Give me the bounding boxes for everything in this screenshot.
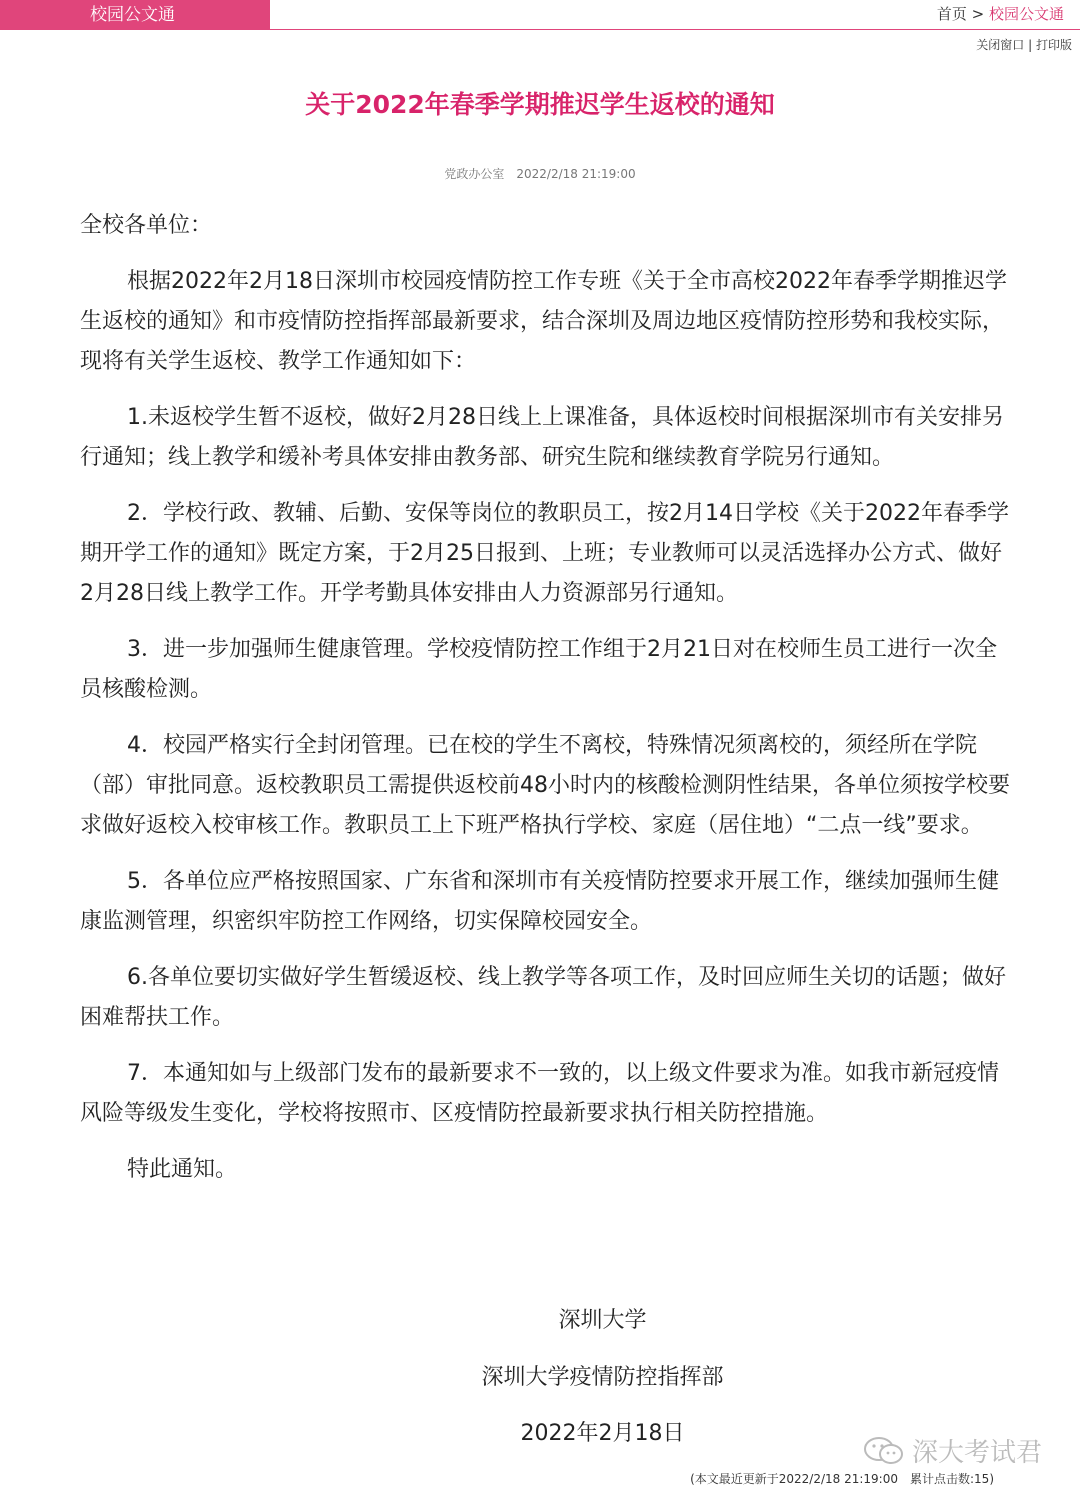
paragraph-item-6: 6.各单位要切实做好学生暂缓返校、线上教学等各项工作，及时回应师生关切的话题；做好困难帮扶工作。 bbox=[80, 965, 1006, 1030]
top-divider bbox=[270, 29, 1080, 30]
paragraph-item-5: 5．各单位应严格按照国家、广东省和深圳市有关疫情防控要求开展工作，继续加强师生健康监测管理，织密织牢防控工作网络，切实保障校园安全。 bbox=[80, 869, 1000, 934]
paragraph-intro: 根据2022年2月18日深圳市校园疫情防控工作专班《关于全市高校2022年春季学期推迟学生返校的通知》和市疫情防控指挥部最新要求，结合深圳及周边地区疫情防控形势和我校实际，现将有关学生返校、教学工作通知如下： bbox=[80, 269, 1007, 374]
footer-updated: (本文最近更新于2022/2/18 21:19:00 bbox=[690, 1472, 898, 1486]
notice-department: 党政办公室 bbox=[444, 167, 505, 181]
site-brand: 校园公文通 bbox=[0, 0, 270, 30]
page-tools bbox=[976, 36, 1072, 53]
signature-dept: 深圳大学疫情防控指挥部 bbox=[481, 1365, 724, 1390]
paragraph-item-4: 4．校园严格实行全封闭管理。已在校的学生不离校，特殊情况须离校的，须经所在学院（部）审批同意。返校教职员工需提供返校前48小时内的核酸检测阴性结果，各单位须按学校要求做好返校入校审核工作。教职员工上下班严格执行学校、家庭（居住地）“二点一线”要求。 bbox=[80, 733, 1010, 838]
notice-meta bbox=[0, 165, 1080, 182]
notice-published-time: 2022/2/18 21:19:00 bbox=[516, 167, 636, 181]
footer-info bbox=[690, 1470, 994, 1487]
signature-date: 2022年2月18日 bbox=[520, 1421, 685, 1446]
close-window-link[interactable]: 关闭窗口 bbox=[976, 38, 1025, 52]
breadcrumb bbox=[937, 3, 1064, 24]
wechat-watermark bbox=[862, 1432, 1042, 1469]
top-bar bbox=[0, 0, 1080, 30]
breadcrumb-current-link[interactable]: 校园公文通 bbox=[988, 5, 1064, 23]
paragraph-item-7: 7．本通知如与上级部门发布的最新要求不一致的，以上级文件要求为准。如我市新冠疫情风险等级发生变化，学校将按照市、区疫情防控最新要求执行相关防控措施。 bbox=[80, 1061, 1000, 1126]
paragraph-item-3: 3．进一步加强师生健康管理。学校疫情防控工作组于2月21日对在校师生员工进行一次全员核酸检测。 bbox=[80, 637, 997, 702]
wechat-icon bbox=[862, 1435, 906, 1467]
breadcrumb-home-link[interactable]: 首页 bbox=[936, 5, 967, 23]
notice-body bbox=[80, 206, 1010, 1206]
salutation: 全校各单位： bbox=[80, 213, 213, 238]
paragraph-item-1: 1.未返校学生暂不返校，做好2月28日线上上课准备，具体返校时间根据深圳市有关安排另行通知；线上教学和缓补考具体安排由教务部、研究生院和继续教育学院另行通知。 bbox=[80, 405, 1004, 470]
paragraph-item-2: 2．学校行政、教辅、后勤、安保等岗位的教职员工，按2月14日学校《关于2022年春季学期开学工作的通知》既定方案，于2月25日报到、上班；专业教师可以灵活选择办公方式、做好2月28日线上教学工作。开学考勤具体安排由人力资源部另行通知。 bbox=[80, 501, 1009, 606]
footer-click-count: 累计点击数:15) bbox=[910, 1472, 994, 1486]
paragraph-closing: 特此通知。 bbox=[127, 1157, 238, 1182]
signature-org: 深圳大学 bbox=[558, 1308, 647, 1333]
tool-separator: | bbox=[1024, 38, 1036, 52]
breadcrumb-separator: > bbox=[966, 5, 989, 23]
notice-title: 关于2022年春季学期推迟学生返校的通知 bbox=[305, 90, 775, 119]
watermark-text: 深大考试君 bbox=[912, 1438, 1043, 1468]
print-link[interactable]: 打印版 bbox=[1035, 38, 1072, 52]
